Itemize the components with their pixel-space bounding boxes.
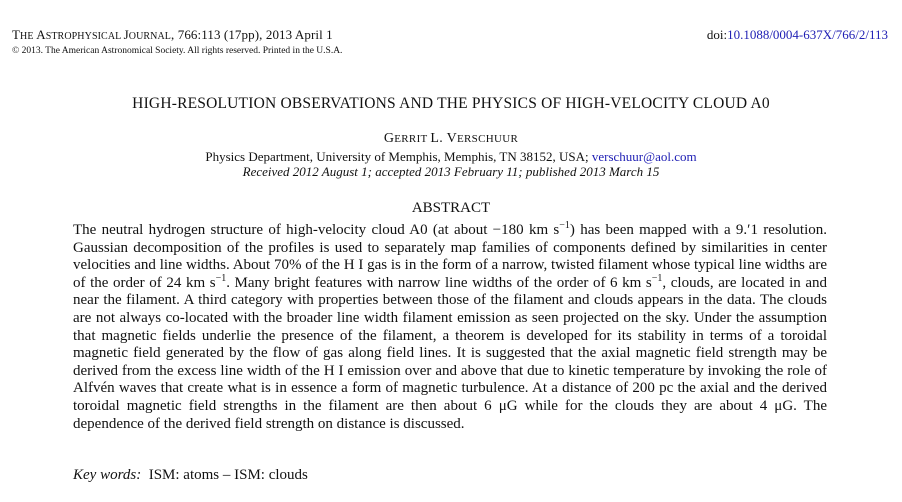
journal-name-rest-1: HE [20, 31, 37, 42]
doi-line [707, 27, 888, 43]
publication-dates: Received 2012 August 1; accepted 2013 February 11; published 2013 March 15 [242, 164, 660, 179]
unit-exponent-1: −1 [559, 220, 570, 231]
paper-title: HIGH-RESOLUTION OBSERVATIONS AND THE PHYSICS OF HIGH-VELOCITY CLOUD A0 [132, 95, 770, 112]
affiliation-text: Physics Department, University of Memphis, Memphis, TN 38152, USA; [205, 149, 592, 164]
author-first-rest: ERRIT [394, 133, 431, 145]
author-name [0, 131, 902, 147]
author-initial-g: G [383, 131, 395, 146]
keywords-value: ISM: atoms – ISM: clouds [141, 467, 308, 483]
doi-link[interactable]: 10.1088/0004-637X/766/2/113 [727, 27, 888, 42]
copyright-notice: © 2013. The American Astronomical Society. All rights reserved. Printed in the U.S.A. [12, 46, 343, 56]
abstract-part-1: The neutral hydrogen structure of high-velocity cloud A0 (at about −180 km s [73, 222, 560, 238]
unit-exponent-3: −1 [651, 272, 663, 284]
journal-name-initial-a: A [36, 27, 46, 42]
journal-volume-info: , 766:113 (17pp), 2013 April 1 [171, 27, 333, 42]
abstract-text [73, 222, 827, 433]
journal-citation [12, 27, 333, 43]
author-middle-initial: L. V [430, 131, 458, 146]
keywords-label: Key words: [73, 467, 142, 483]
author-email-link[interactable]: verschuur@aol.com [591, 149, 697, 164]
abstract-heading: ABSTRACT [411, 200, 491, 216]
abstract-part-3: . Many bright features with narrow line widths of the order of 6 km s [226, 274, 652, 291]
keywords-line [73, 467, 308, 484]
abstract-part-4: , clouds, are located in and near the filament. A third category with properties between those of the filament and clouds appears in the data. The clouds are not always co-located with the broader line width filament emission as seen projected on the sky. Under the assumption that magnetic fields underlie the presence of the filament, a theorem is developed for its stability in terms of a toroidal magnetic field generated by the flow of gas along field lines. It is suggested that the axial magnetic field strength may be derived from the excess line width of the H I emission over and above that due to kinetic temperature by invoking the role of Alfvén waves that create what is in essence a form of magnetic turbulence. At a distance of 200 pc the axial and the derived toroidal magnetic field strengths in the filament are then about 6 μG while for the clouds they are about 4 μG. The dependence of the derived field strength on distance is discussed. [73, 274, 827, 432]
journal-name-rest-3: OURNAL [128, 31, 172, 42]
author-last-rest: ERSCHUUR [457, 133, 519, 145]
doi-prefix: doi: [706, 27, 728, 42]
journal-name-initial-j: J [123, 27, 129, 42]
journal-name-initial-t: T [12, 27, 21, 42]
abstract-part-2: ) has been mapped with a 9.′1 resolution. Gaussian decomposition of the profiles is used to separately map families of components defined by similarities in center velocities and line widths. About 70% of the H I gas is in the form of a narrow, twisted filament whose typical line widths are of the order of 24 km s [73, 222, 828, 291]
author-affiliation [0, 149, 902, 165]
unit-exponent-2: −1 [215, 272, 227, 284]
journal-name-rest-2: STROPHYSICAL [45, 31, 124, 42]
